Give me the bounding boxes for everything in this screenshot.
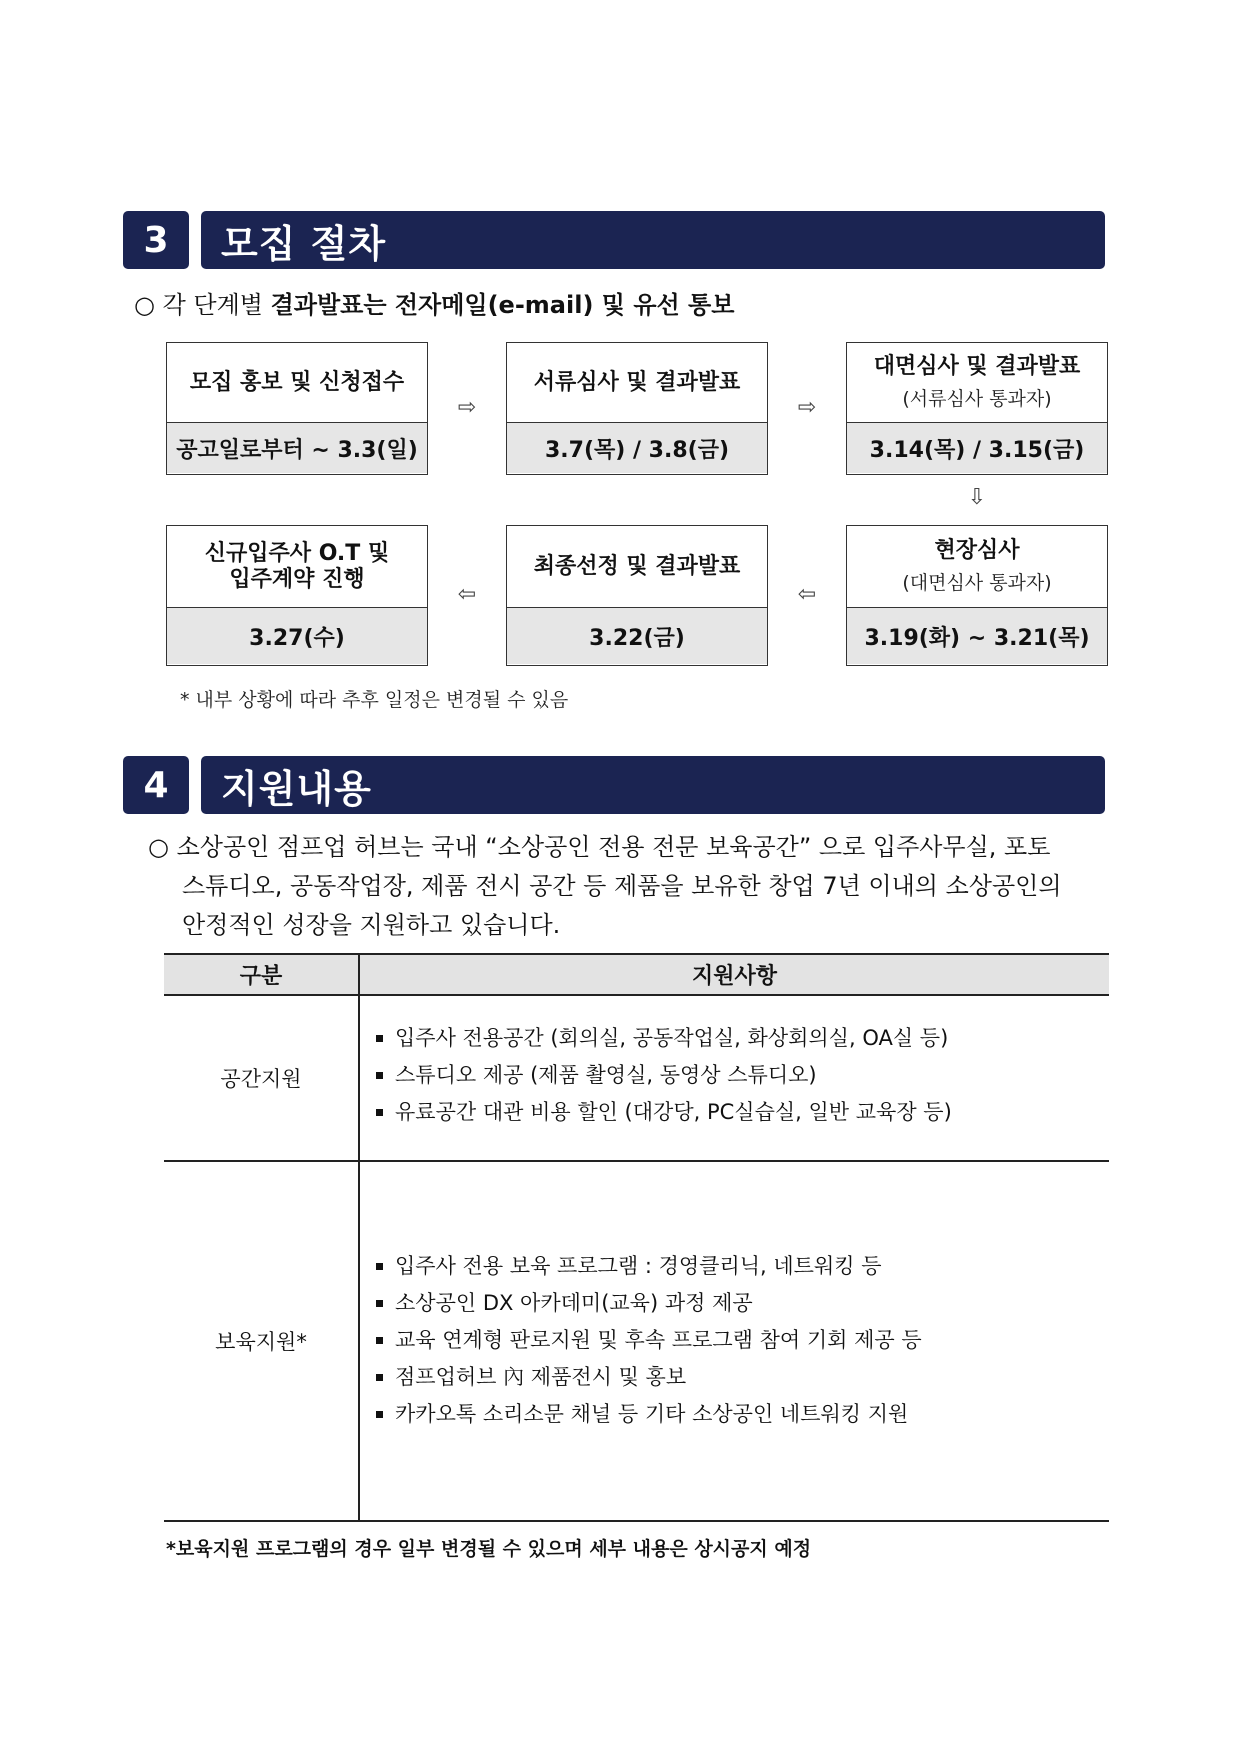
section-4-paragraph-line-2: 스튜디오, 공동작업장, 제품 전시 공간 등 제품을 보유한 창업 7년 이내의 소상공인의: [182, 872, 1062, 900]
table-column-divider: [358, 953, 360, 1522]
table-header-category: 구분: [239, 964, 283, 989]
bullet-square-icon: [376, 1300, 383, 1307]
section-4-number: 4: [123, 756, 189, 814]
arrow-right-icon: ⇨: [457, 395, 477, 420]
list-item: [372, 1322, 1102, 1359]
bullet-square-icon: [376, 1109, 383, 1116]
section-3-title: 모집 절차: [201, 211, 1105, 269]
section-3-bullet: [134, 288, 734, 322]
bullet-square-icon: [376, 1411, 383, 1418]
process-step-3: [846, 342, 1108, 475]
step-subtitle: (서류심사 통과자): [902, 388, 1052, 410]
bullet-square-icon: [376, 1263, 383, 1270]
process-step-1: [166, 342, 428, 475]
list-item: [372, 1359, 1102, 1396]
list-item: [372, 1285, 1102, 1322]
bullet-plain-text: ○ 각 단계별: [134, 291, 271, 319]
list-item: [372, 1248, 1102, 1285]
section-4-title: 지원내용: [201, 756, 1105, 814]
step-title: 서류심사 및 결과발표: [533, 369, 741, 395]
table-row-category: 보육지원*: [215, 1330, 307, 1354]
arrow-right-icon: ⇨: [797, 395, 817, 420]
bullet-square-icon: [376, 1072, 383, 1079]
section-4-paragraph-line-1: ○ 소상공인 점프업 허브는 국내 “소상공인 전용 전문 보육공간” 으로 입주사무실, 포토: [148, 833, 1051, 861]
table-header-details: 지원사항: [691, 964, 777, 989]
list-item: [372, 1057, 1102, 1094]
step-date: 3.14(목) / 3.15(금): [847, 423, 1107, 473]
table-row-items: [372, 1020, 1102, 1131]
step-title: 대면심사 및 결과발표: [873, 354, 1081, 379]
section-3-number: 3: [123, 211, 189, 269]
table-row-category: 공간지원: [220, 1067, 302, 1091]
table-footnote: *보육지원 프로그램의 경우 일부 변경될 수 있으며 세부 내용은 상시공지 예정: [166, 1538, 812, 1560]
step-date: 3.19(화) ~ 3.21(목): [847, 608, 1107, 664]
table-bottom-border: [164, 1520, 1109, 1522]
process-step-2: [506, 342, 768, 475]
process-step-4: [846, 525, 1108, 666]
bullet-bold-text: 결과발표는 전자메일(e-mail) 및 유선 통보: [270, 291, 735, 319]
process-step-5: [506, 525, 768, 666]
step-title: 현장심사: [934, 538, 1020, 563]
list-item-text: 카카오톡 소리소문 채널 등 기타 소상공인 네트워킹 지원: [395, 1402, 909, 1426]
list-item: [372, 1396, 1102, 1433]
bullet-square-icon: [376, 1337, 383, 1344]
list-item-text: 유료공간 대관 비용 할인 (대강당, PC실습실, 일반 교육장 등): [395, 1100, 952, 1124]
schedule-note: * 내부 상황에 따라 추후 일정은 변경될 수 있음: [180, 689, 569, 711]
process-step-6: [166, 525, 428, 666]
step-subtitle: (대면심사 통과자): [902, 572, 1052, 594]
list-item-text: 소상공인 DX 아카데미(교육) 과정 제공: [395, 1291, 753, 1315]
step-date: 공고일로부터 ~ 3.3(일): [167, 423, 427, 473]
list-item-text: 입주사 전용 보육 프로그램 : 경영클리닉, 네트워킹 등: [395, 1254, 882, 1278]
step-title: 최종선정 및 결과발표: [533, 553, 741, 579]
list-item-text: 스튜디오 제공 (제품 촬영실, 동영상 스튜디오): [395, 1063, 817, 1087]
step-date: 3.22(금): [507, 608, 767, 664]
list-item-text: 교육 연계형 판로지원 및 후속 프로그램 참여 기회 제공 등: [395, 1328, 922, 1352]
list-item-text: 점프업허브 內 제품전시 및 홍보: [395, 1365, 687, 1389]
table-row-items: [372, 1248, 1102, 1433]
list-item: [372, 1094, 1102, 1131]
list-item-text: 입주사 전용공간 (회의실, 공동작업실, 화상회의실, OA실 등): [395, 1026, 949, 1050]
bullet-square-icon: [376, 1035, 383, 1042]
section-4-paragraph-line-3: 안정적인 성장을 지원하고 있습니다.: [182, 911, 561, 939]
list-item: [372, 1020, 1102, 1057]
bullet-square-icon: [376, 1374, 383, 1381]
arrow-left-icon: ⇦: [457, 582, 477, 607]
step-date: 3.27(수): [167, 608, 427, 664]
step-title-line2: 입주계약 진행: [229, 566, 365, 592]
step-title-line1: 신규입주사 O.T 및: [204, 540, 390, 566]
arrow-down-icon: ⇩: [967, 485, 987, 510]
step-title: 모집 홍보 및 신청접수: [189, 369, 405, 395]
arrow-left-icon: ⇦: [797, 582, 817, 607]
step-date: 3.7(목) / 3.8(금): [507, 423, 767, 473]
